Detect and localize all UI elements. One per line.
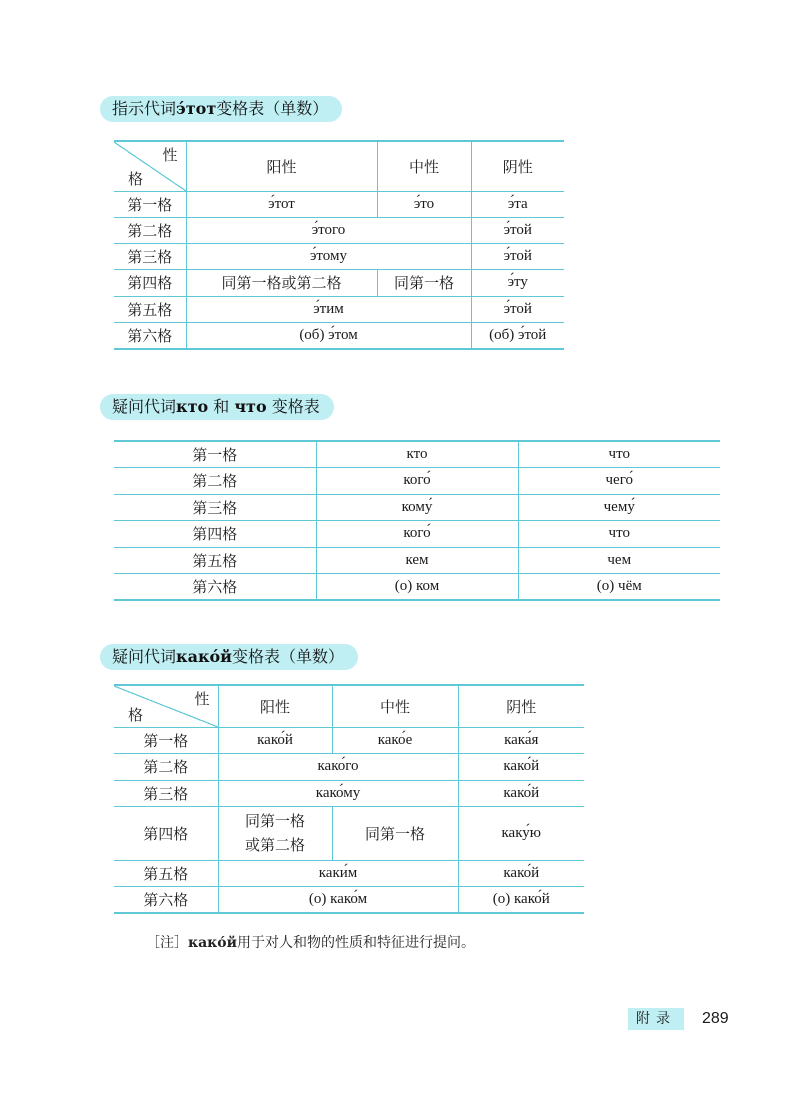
table-row (114, 727, 584, 753)
masc-neut-form: э́тим (186, 296, 471, 322)
case-label: 第三格 (114, 780, 218, 806)
case-label: 第二格 (114, 217, 186, 243)
col-feminine: 阴性 (471, 141, 564, 191)
masc-neut-form: каки́м (218, 860, 458, 886)
fem-form: э́той (471, 243, 564, 269)
table-row (114, 547, 720, 573)
section2-title-suffix: 变格表 (266, 397, 320, 416)
case-label: 第二格 (114, 467, 316, 494)
table-row (114, 441, 720, 467)
kto-form: кого́ (316, 467, 518, 494)
case-label: 第五格 (114, 296, 186, 322)
header-case: 格 (128, 705, 144, 724)
fem-form: э́той (471, 217, 564, 243)
masc-neut-form: како́му (218, 780, 458, 806)
chto-form: что (518, 520, 720, 547)
table-row (114, 243, 564, 269)
table-row (114, 467, 720, 494)
section2-title-prefix: 疑问代词 (112, 397, 177, 416)
section1-title-word: э́тот (176, 99, 217, 118)
chto-form: чему́ (518, 494, 720, 520)
fem-form: э́той (471, 296, 564, 322)
kto-form: кем (316, 547, 518, 573)
table-row (114, 573, 720, 600)
case-label: 第四格 (114, 806, 218, 860)
case-label: 第六格 (114, 573, 316, 600)
footnote-bracket: ［注］ (146, 935, 188, 951)
case-label: 第一格 (114, 441, 316, 467)
fem-form: э́ту (471, 269, 564, 296)
section2-title-word1: кто (176, 397, 209, 416)
section1-title-suffix: 变格表（单数） (216, 99, 329, 118)
masc-neut-form: э́того (186, 217, 471, 243)
table-row (114, 269, 564, 296)
case-label: 第一格 (114, 727, 218, 753)
masc-form: како́й (218, 727, 332, 753)
table-row (114, 886, 584, 913)
case-label: 第五格 (114, 547, 316, 573)
chto-form: (о) чём (518, 573, 720, 600)
neut-form: како́е (332, 727, 458, 753)
footnote (146, 932, 475, 952)
fem-form: како́й (458, 780, 584, 806)
section3-title-suffix: 变格表（单数） (232, 647, 345, 666)
kto-form: (о) ком (316, 573, 518, 600)
col-masculine: 阳性 (218, 685, 332, 727)
fem-form: (об) э́той (471, 322, 564, 349)
table-row (114, 191, 564, 217)
fem-form: (о) како́й (458, 886, 584, 913)
masc-form: 同第一格或第二格 (186, 269, 377, 296)
section1-title-prefix: 指示代词 (112, 99, 177, 118)
section3-title-prefix: 疑问代词 (112, 647, 177, 666)
table-row (114, 860, 584, 886)
section3-title-word: како́й (176, 647, 233, 666)
page-number: 289 (702, 1010, 729, 1027)
masc-form (218, 806, 332, 860)
case-label: 第一格 (114, 191, 186, 217)
masc-neut-form: (об) э́том (186, 322, 471, 349)
kakoy-declension-table (114, 684, 584, 914)
table-row (114, 296, 564, 322)
col-neuter: 中性 (332, 685, 458, 727)
footnote-text: 用于对人和物的性质和特征进行提问。 (237, 935, 476, 951)
footnote-word: како́й (188, 935, 238, 951)
neut-form: э́то (377, 191, 471, 217)
table-row (114, 494, 720, 520)
col-neuter: 中性 (377, 141, 471, 191)
kto-form: кто (316, 441, 518, 467)
table-row (114, 217, 564, 243)
section2-title-mid: 和 (208, 397, 235, 416)
table-row (114, 753, 584, 780)
masc-neut-form: (о) како́м (218, 886, 458, 913)
masc-form: э́тот (186, 191, 377, 217)
table-row (114, 322, 564, 349)
masc-neut-form: э́тому (186, 243, 471, 269)
table-row (114, 520, 720, 547)
case-label: 第二格 (114, 753, 218, 780)
kto-chto-declension-table (114, 440, 720, 601)
chto-form: чем (518, 547, 720, 573)
neut-form: 同第一格 (332, 806, 458, 860)
table-row (114, 780, 584, 806)
chto-form: что (518, 441, 720, 467)
section2-title (100, 394, 334, 420)
case-label: 第三格 (114, 243, 186, 269)
section2-title-word2: что (234, 397, 267, 416)
fem-form: э́та (471, 191, 564, 217)
table-row (114, 806, 584, 860)
case-label: 第三格 (114, 494, 316, 520)
col-masculine: 阳性 (186, 141, 377, 191)
header-gender: 性 (194, 690, 210, 708)
case-label: 第六格 (114, 322, 186, 349)
table-header-row (114, 141, 564, 191)
fem-form: кака́я (458, 727, 584, 753)
table-header-row (114, 685, 584, 727)
neut-form: 同第一格 (377, 269, 471, 296)
etot-declension-table (114, 140, 564, 350)
kto-form: кого́ (316, 520, 518, 547)
masc-neut-form: како́го (218, 753, 458, 780)
case-label: 第六格 (114, 886, 218, 913)
diagonal-header-cell (114, 685, 218, 727)
kto-form: кому́ (316, 494, 518, 520)
fem-form: како́й (458, 753, 584, 780)
section1-title (100, 96, 342, 122)
masc-form-line1: 同第一格 (244, 812, 305, 830)
col-feminine: 阴性 (458, 685, 584, 727)
diagonal-header-cell (114, 141, 186, 191)
case-label: 第四格 (114, 269, 186, 296)
chto-form: чего́ (518, 467, 720, 494)
masc-form-line2: 或第二格 (244, 836, 305, 854)
header-gender: 性 (162, 146, 178, 164)
case-label: 第四格 (114, 520, 316, 547)
fem-form: каку́ю (458, 806, 584, 860)
case-label: 第五格 (114, 860, 218, 886)
appendix-label: 附录 (628, 1008, 684, 1030)
fem-form: како́й (458, 860, 584, 886)
section3-title (100, 644, 358, 670)
header-case: 格 (128, 169, 144, 188)
